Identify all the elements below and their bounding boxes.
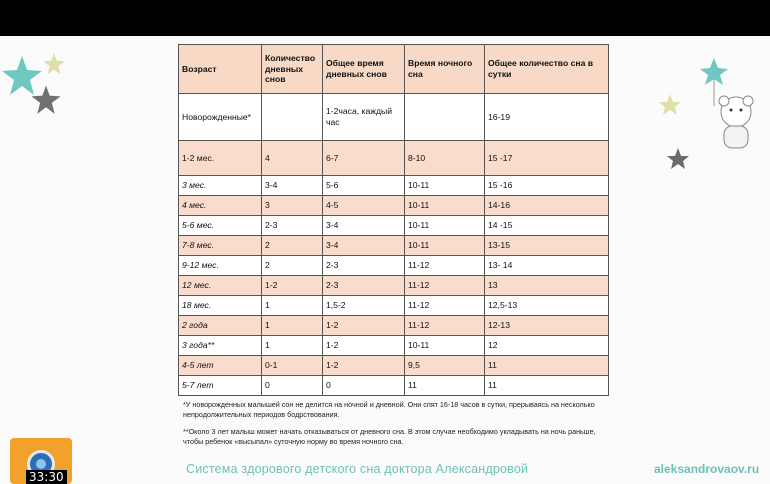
brand-title: Система здорового детского сна доктора Александровой <box>186 462 529 476</box>
table-row <box>179 336 609 356</box>
table-cell: 11-12 <box>405 256 485 276</box>
table-cell: 12 <box>485 336 609 356</box>
table-cell: 2-3 <box>262 216 323 236</box>
table-cell: 11-12 <box>405 296 485 316</box>
table-cell: 2 <box>262 256 323 276</box>
table-cell: 15 -16 <box>485 176 609 196</box>
table-cell: 6-7 <box>323 141 405 176</box>
top-black-bar <box>0 0 770 36</box>
table-cell: 3 года** <box>179 336 262 356</box>
table-cell: 10-11 <box>405 216 485 236</box>
table-cell: 11-12 <box>405 316 485 336</box>
footnote-newborn: *У новорожденных малышей сон не делится на ночной и дневной. Они спят 16-18 часов в сутки, прерываясь на несколько непродолжительных периодов бодрствования. <box>183 400 595 420</box>
table-cell: 2 <box>262 236 323 256</box>
table-cell: 16-19 <box>485 94 609 141</box>
table-cell: 9-12 мес. <box>179 256 262 276</box>
table-cell: 4 мес. <box>179 196 262 216</box>
table-row <box>179 141 609 176</box>
table-cell: 14-16 <box>485 196 609 216</box>
table-cell: 5-6 мес. <box>179 216 262 236</box>
star-grey-icon <box>30 84 62 116</box>
table-cell: 9,5 <box>405 356 485 376</box>
table-cell: 1-2 <box>323 356 405 376</box>
table-cell <box>262 94 323 141</box>
table-cell: 11 <box>405 376 485 396</box>
header-age: Возраст <box>179 45 262 94</box>
video-timer: 33:30 <box>26 470 67 484</box>
table-cell <box>405 94 485 141</box>
header-total-sleep: Общее количество сна в сутки <box>485 45 609 94</box>
table-cell: 3 мес. <box>179 176 262 196</box>
table-cell: 10-11 <box>405 336 485 356</box>
table-cell: 0 <box>262 376 323 396</box>
table-row <box>179 196 609 216</box>
header-night-sleep: Время ночного сна <box>405 45 485 94</box>
table-cell: 1-2 <box>323 336 405 356</box>
table-row <box>179 256 609 276</box>
table-cell: 1 <box>262 336 323 356</box>
table-cell: 1 <box>262 316 323 336</box>
table-cell: 1-2 <box>262 276 323 296</box>
table-cell: 2-3 <box>323 276 405 296</box>
table-row <box>179 316 609 336</box>
table-cell: 13 <box>485 276 609 296</box>
table-cell: 10-11 <box>405 196 485 216</box>
star-yellow-icon <box>42 52 66 76</box>
table-cell: 12-13 <box>485 316 609 336</box>
table-cell: 4-5 лет <box>179 356 262 376</box>
table-cell: 14 -15 <box>485 216 609 236</box>
table-cell: 1,5-2 <box>323 296 405 316</box>
table-cell: 10-11 <box>405 176 485 196</box>
table-row <box>179 94 609 141</box>
table-cell: Новорожденные* <box>179 94 262 141</box>
table-cell: 5-7 лет <box>179 376 262 396</box>
table-cell: 3 <box>262 196 323 216</box>
teddy-bear-on-moon-icon <box>650 44 770 184</box>
table-cell: 4 <box>262 141 323 176</box>
table-cell: 12 мес. <box>179 276 262 296</box>
table-row <box>179 276 609 296</box>
table-cell: 7-8 мес. <box>179 236 262 256</box>
header-day-sleep-total: Общее время дневных снов <box>323 45 405 94</box>
table-cell: 8-10 <box>405 141 485 176</box>
table-cell: 11 <box>485 356 609 376</box>
table-cell: 3-4 <box>262 176 323 196</box>
table-cell: 1 <box>262 296 323 316</box>
table-cell: 11 <box>485 376 609 396</box>
table-row <box>179 376 609 396</box>
table-cell: 0 <box>323 376 405 396</box>
footnotes <box>183 400 603 454</box>
table-cell: 1-2 мес. <box>179 141 262 176</box>
table-cell: 18 мес. <box>179 296 262 316</box>
table-cell: 13-15 <box>485 236 609 256</box>
table-cell: 13- 14 <box>485 256 609 276</box>
site-link[interactable]: aleksandrovaov.ru <box>654 462 760 476</box>
table-cell: 1-2часа, каждый час <box>323 94 405 141</box>
table-cell: 0-1 <box>262 356 323 376</box>
table-cell: 1-2 <box>323 316 405 336</box>
table-cell: 11-12 <box>405 276 485 296</box>
table-row <box>179 356 609 376</box>
table-row <box>179 176 609 196</box>
table-header-row <box>179 45 609 94</box>
table-cell: 3-4 <box>323 216 405 236</box>
table-cell: 15 -17 <box>485 141 609 176</box>
table-cell: 2 года <box>179 316 262 336</box>
sleep-norms-table <box>178 44 609 396</box>
table-cell: 3-4 <box>323 236 405 256</box>
footnote-three-years: **Около 3 лет малыш может начать отказываться от дневного сна. В этом случае необходимо укладывать на ночь раньше, чтобы ребенок «высыпал» суточную норму во время ночного сна. <box>183 426 596 447</box>
table-row <box>179 236 609 256</box>
table-cell: 5-6 <box>323 176 405 196</box>
table-cell: 2-3 <box>323 256 405 276</box>
table-row <box>179 216 609 236</box>
table-row <box>179 296 609 316</box>
header-day-naps-count: Количество дневных снов <box>262 45 323 94</box>
table-cell: 4-5 <box>323 196 405 216</box>
table-cell: 12,5-13 <box>485 296 609 316</box>
table-cell: 10-11 <box>405 236 485 256</box>
